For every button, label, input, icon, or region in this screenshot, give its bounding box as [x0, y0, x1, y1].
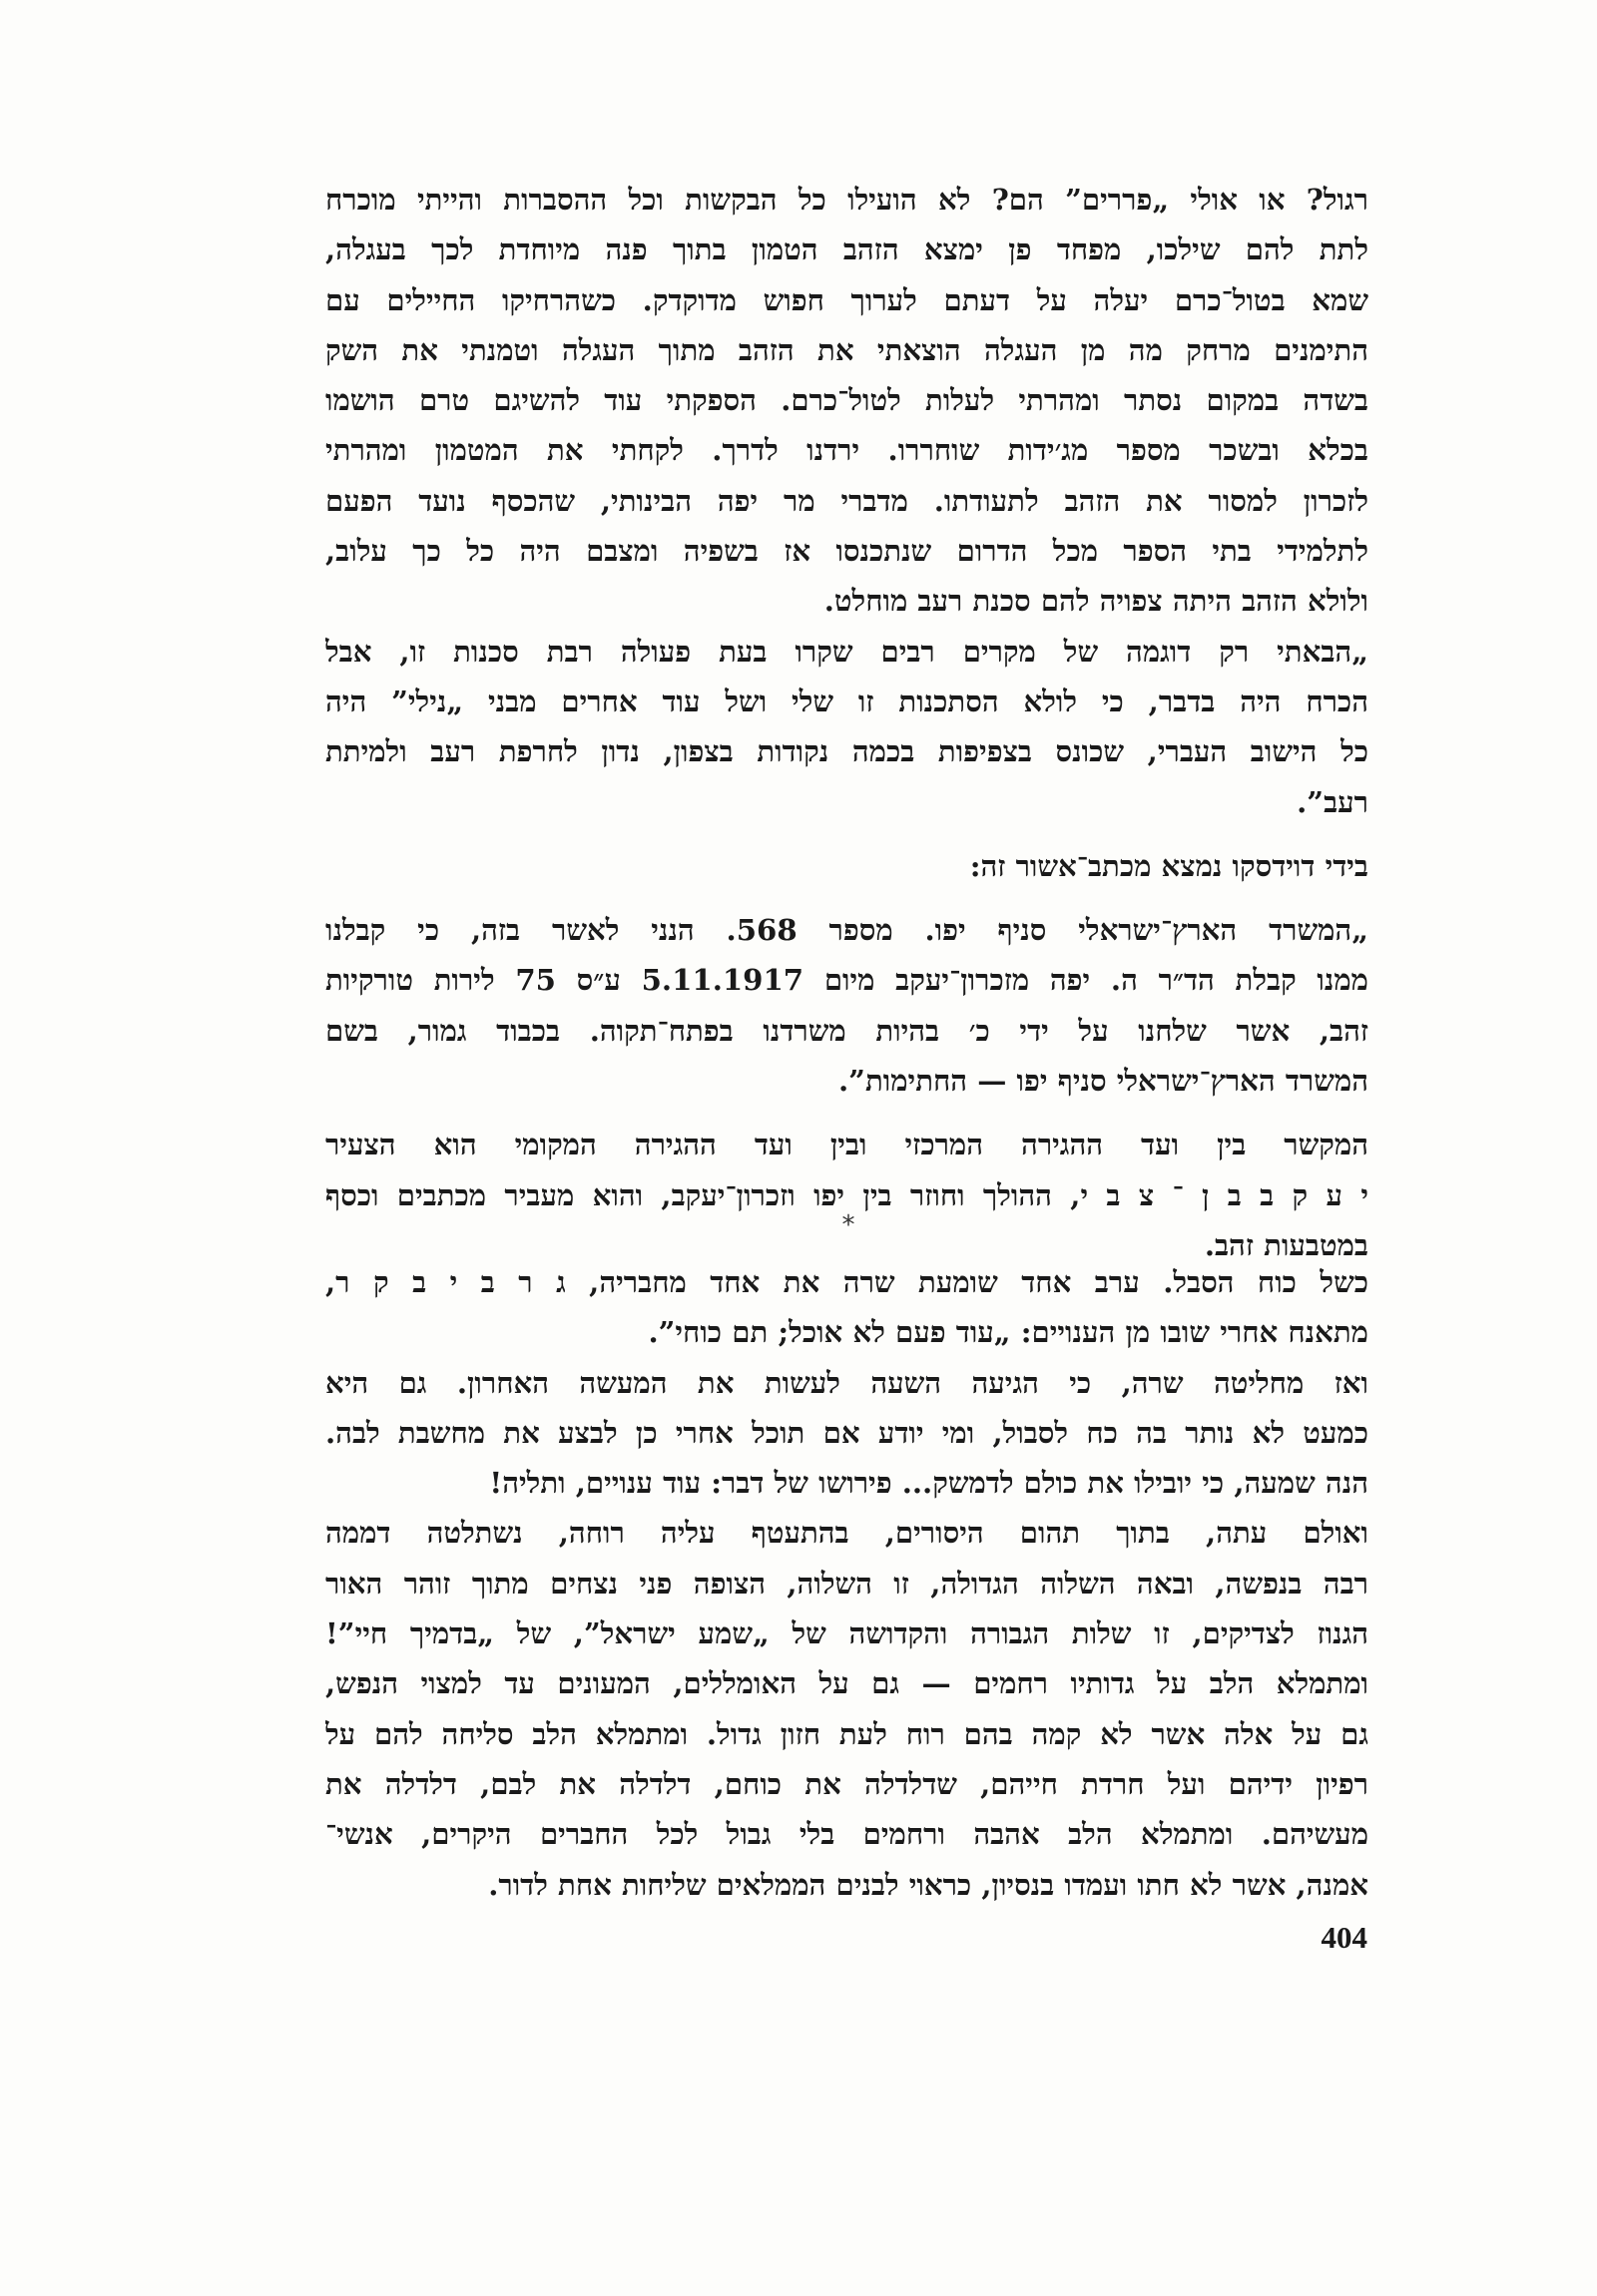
- text-line: לתת להם שילכו, מפחד פן ימצא הזהב הטמון בתוך פנה מיוחדת לכך בעגלה,: [325, 232, 1368, 267]
- paragraph: [325, 1508, 1368, 1909]
- paragraph: [325, 905, 1368, 1106]
- text-line: אמנה, אשר לא חתו ועמדו בנסיון, כראוי לבנים הממלאים שליחות אחת לדור.: [488, 1867, 1368, 1902]
- text-line: במטבעות זהב.: [1204, 1227, 1368, 1262]
- text-line: מעשיהם. ומתמלא הלב אהבה ורחמים בלי גבול לכל החברים היקרים, אנשי־: [325, 1817, 1368, 1852]
- paragraph-gap: [325, 891, 1368, 905]
- paragraph: [325, 1358, 1368, 1509]
- text-line: בשדה במקום נסתר ומהרתי לעלות לטול־כרם. הספקתי עוד להשיגם טרם הושמו: [325, 383, 1368, 418]
- paragraph: [325, 841, 1368, 891]
- text-line: התימנים מרחק מה מן העגלה הוצאתי את הזהב מתוך העגלה וטמנתי את השק: [325, 332, 1368, 367]
- paragraph-gap: [325, 1106, 1368, 1120]
- section-separator: *: [841, 1210, 855, 1240]
- text-line: כמעט לא נותר בה כח לסבול, ומי יודע אם תוכל אחרי כן לבצע את מחשבת לבה.: [325, 1415, 1368, 1450]
- text-line: כשל כוח הסבל. ערב אחד שומעת שרה את אחד מחבריה, ג ר ב י ב ק ר,: [325, 1265, 1368, 1299]
- paragraph-gap: [325, 827, 1368, 841]
- paragraph: [325, 175, 1368, 627]
- text-line: גם על אלה אשר לא קמה בהם רוח לעת חזון גדול. ומתמלא הלב סליחה להם על: [325, 1716, 1368, 1751]
- text-line: שמא בטול־כרם יעלה על דעתם לערוך חפוש מדוקדק. כשהרחיקו החיילים עם: [325, 282, 1368, 317]
- text-line: בכלא ובשכר מספר מג׳ידות שוחררו. ירדנו לדרך. לקחתי את המטמון ומהרתי: [325, 433, 1368, 468]
- paragraph: [325, 627, 1368, 827]
- text-line: ממנו קבלת הד״ר ה. יפה מזכרון־יעקב מיום 5.11.1917 ע״ס 75 לירות טורקיות: [325, 963, 1368, 998]
- text-line: ואולם עתה, בתוך תהום היסורים, בהתעטף עליה רוחה, נשתלטה דממה: [325, 1516, 1368, 1551]
- text-line: רבה בנפשה, ובאה השלוה הגדולה, זו השלוה, הצופה פני נצחים מתוך זוהר האור: [325, 1566, 1368, 1601]
- text-line: „המשרד הארץ־ישראלי סניף יפו. מספר 568. הנני לאשר בזה, כי קבלנו: [325, 913, 1368, 948]
- text-line: רפיון ידיהם ועל חרדת חייהם, שדלדלה את כוחם, דלדלה את לבם, דלדלה את: [325, 1766, 1368, 1801]
- text-line: המשרד הארץ־ישראלי סניף יפו — החתימות”.: [838, 1064, 1368, 1099]
- body-text-bottom: [325, 1257, 1368, 1910]
- text-line: י ע ק ב ב ן ־ צ ב י, ההולך וחוזר בין יפו וזכרון־יעקב, והוא מעביר מכתבים וכסף: [325, 1177, 1368, 1212]
- text-line: לתלמידי בתי הספר מכל הדרום שנתכנסו אז בשפיה ומצבם היה כל כך עלוב,: [325, 534, 1368, 569]
- text-line: „הבאתי רק דוגמה של מקרים רבים שקרו בעת פעולה רבת סכנות זו, אבל: [325, 634, 1368, 669]
- page-number: 404: [1321, 1920, 1367, 1955]
- body-text-top: [325, 175, 1368, 1270]
- text-line: הנה שמעה, כי יובילו את כולם לדמשק... פירושו של דבר: עוד ענויים, ותליה!: [489, 1466, 1368, 1501]
- text-line: ואז מחליטה שרה, כי הגיעה השעה לעשות את המעשה האחרון. גם היא: [325, 1365, 1368, 1400]
- text-line: ומתמלא הלב על גדותיו רחמים — גם על האומללים, המעונים עד למצוי הנפש,: [325, 1666, 1368, 1701]
- text-line: ולולא הזהב היתה צפויה להם סכנת רעב מוחלט.: [823, 584, 1368, 619]
- paragraph: [325, 1120, 1368, 1270]
- text-line: בידי דוידסקו נמצא מכתב־אשור זה:: [969, 848, 1368, 883]
- text-line: הגנוז לצדיקים, זו שלות הגבורה והקדושה של „שמע ישראל”, של „בדמיך חיי”!: [325, 1616, 1368, 1651]
- text-line: הכרח היה בדבר, כי לולא הסתכנות זו שלי ושל עוד אחרים מבני „נילי” היה: [325, 684, 1368, 718]
- text-line: כל הישוב העברי, שכונס בצפיפות בכמה נקודות בצפון, נדון לחרפת רעב ולמיתת: [325, 734, 1368, 769]
- paragraph: [325, 1257, 1368, 1358]
- text-line: לזכרון למסור את הזהב לתעודתו. מדברי מר יפה הבינותי, שהכסף נועד הפעם: [325, 483, 1368, 518]
- text-line: רעב”.: [1297, 784, 1368, 819]
- text-line: מתאנח אחרי שובו מן הענויים: „עוד פעם לא אוכל; תם כוחי”.: [648, 1315, 1368, 1350]
- text-line: המקשר בין ועד ההגירה המרכזי ובין ועד ההגירה המקומי הוא הצעיר: [325, 1128, 1368, 1162]
- text-line: זהב, אשר שלחנו על ידי כ׳ בהיות משרדנו בפתח־תקוה. בכבוד גמור, בשם: [325, 1013, 1368, 1048]
- text-line: רגול? או אולי „פררים” הם? לא הועילו כל הבקשות וכל ההסברות והייתי מוכרח: [325, 183, 1368, 217]
